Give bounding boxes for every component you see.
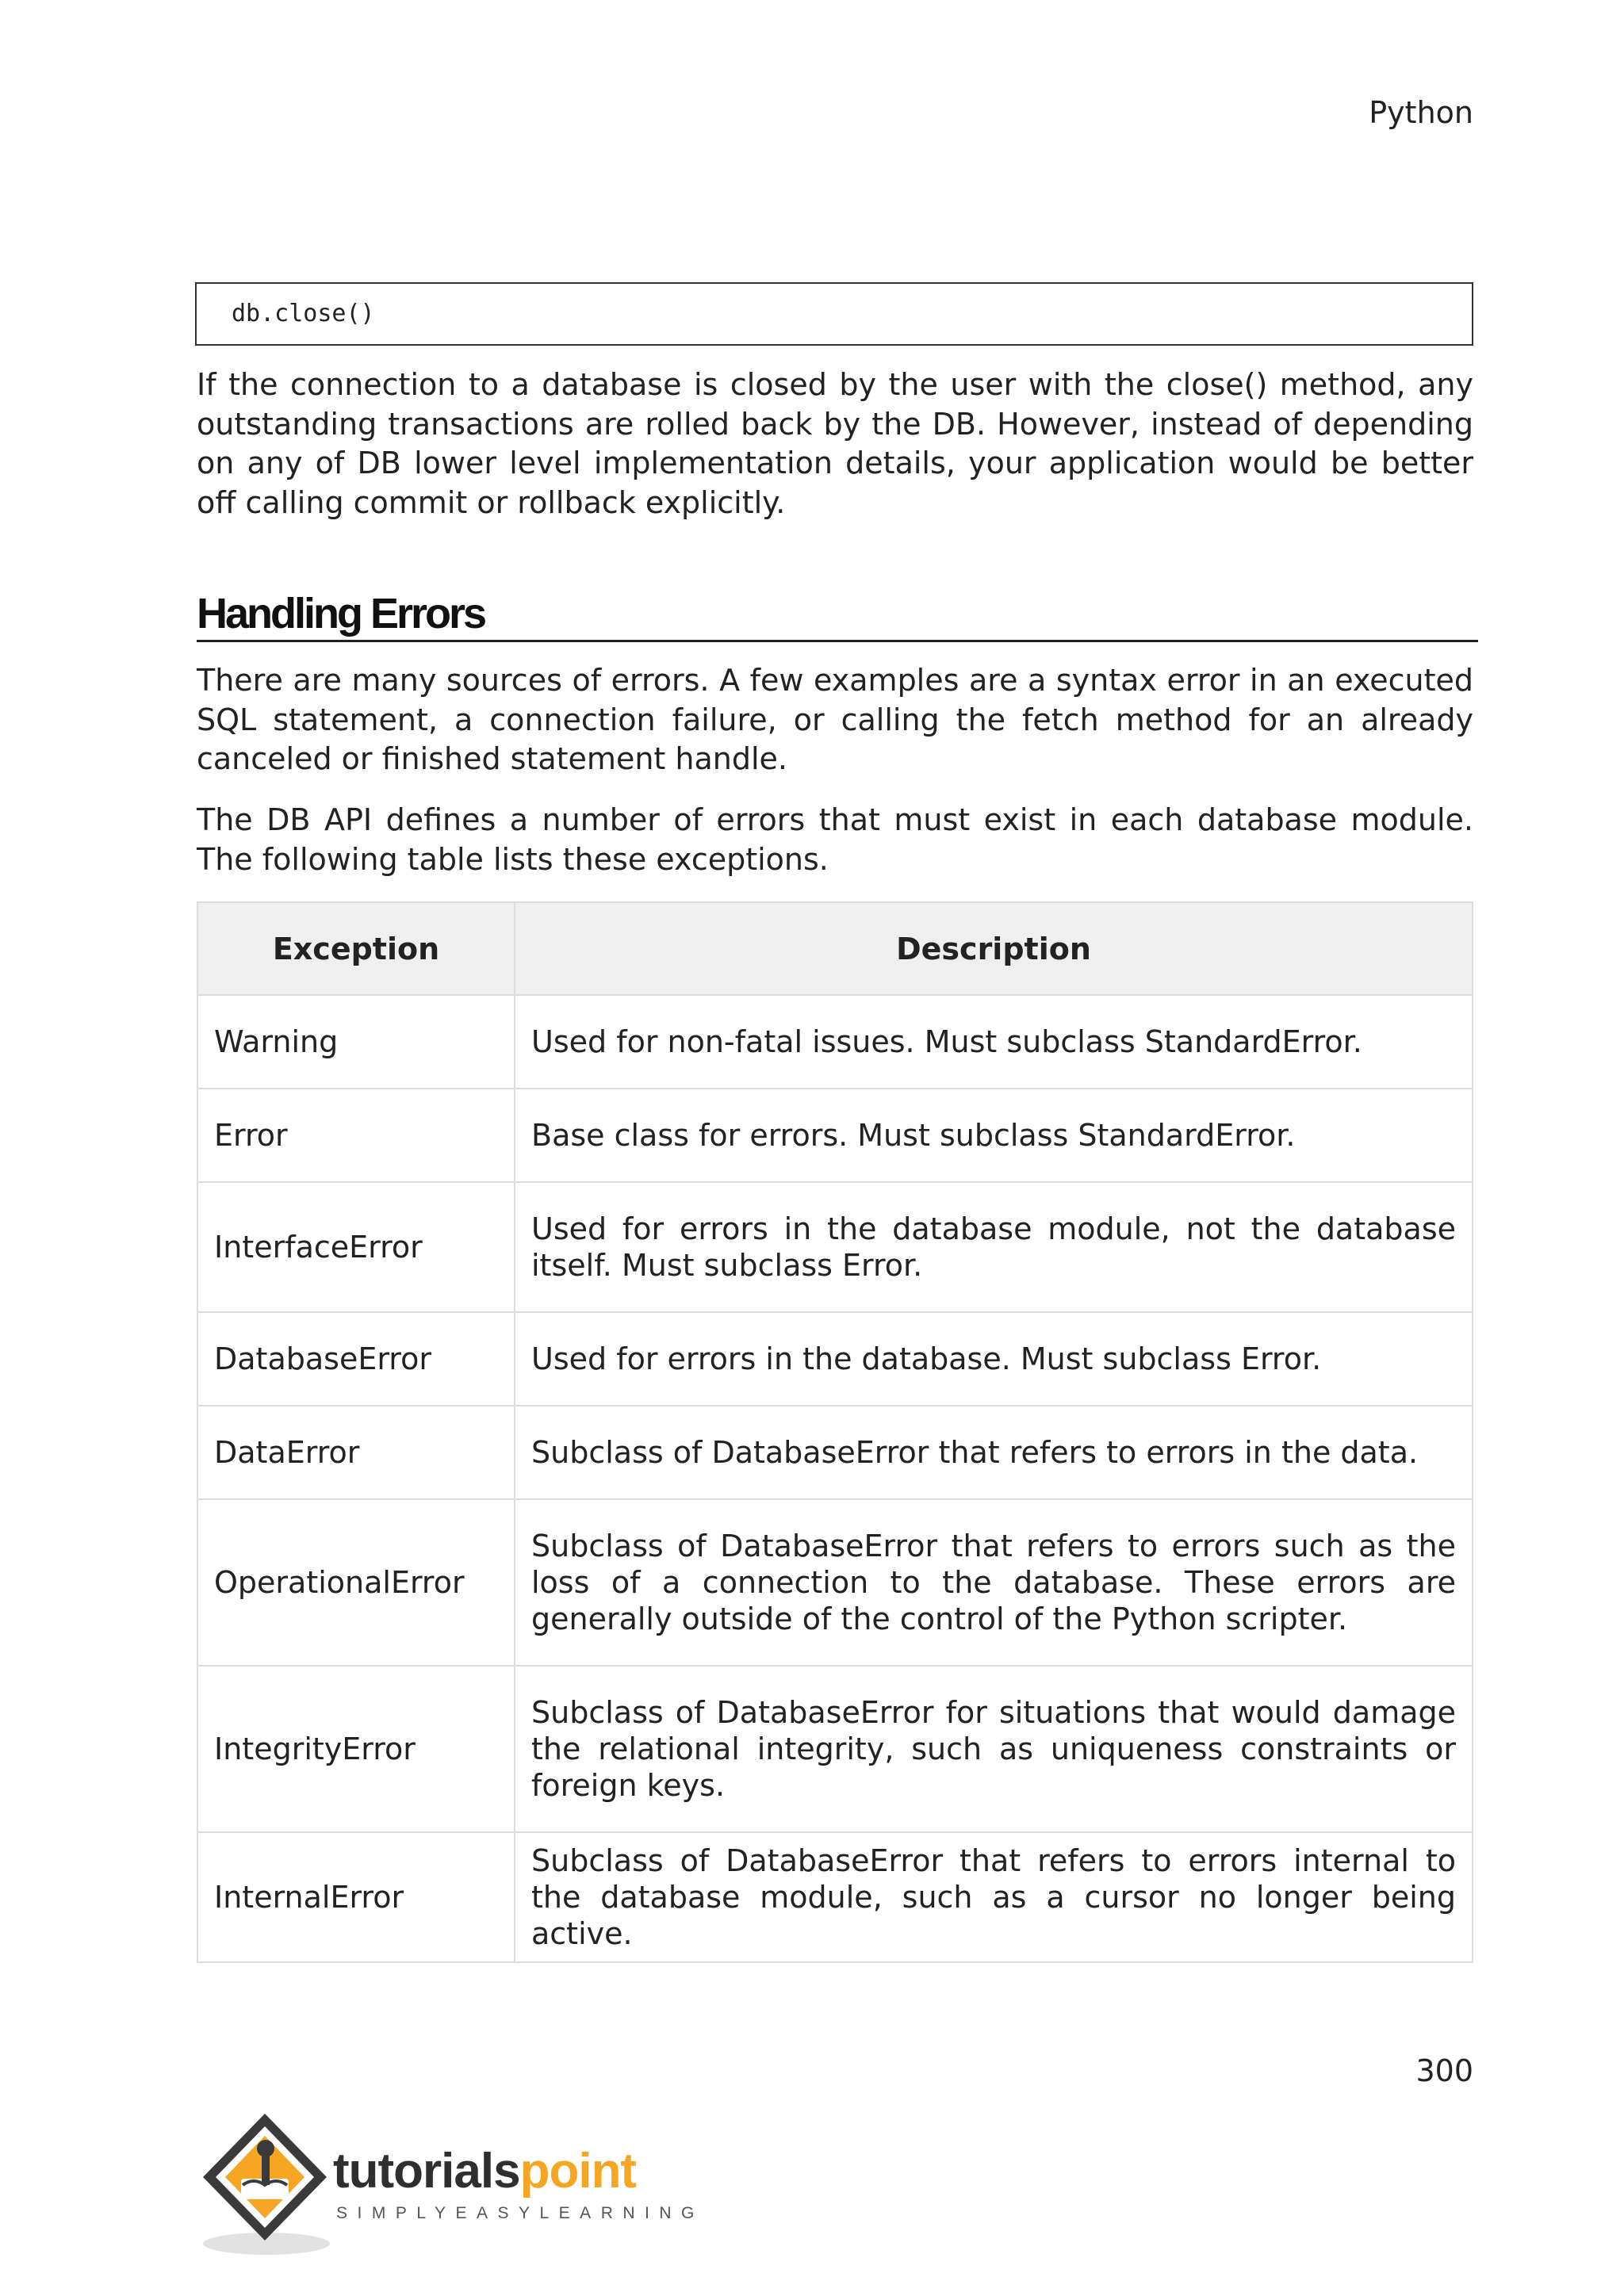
logo-word-point: point — [519, 2144, 637, 2198]
table-row — [197, 1832, 1473, 1962]
table-row — [197, 1089, 1473, 1182]
exception-description: Used for non-fatal issues. Must subclass StandardError. — [515, 995, 1473, 1089]
table-row — [197, 1182, 1473, 1312]
table-row — [197, 1312, 1473, 1406]
exception-name: DataError — [197, 1406, 515, 1499]
exception-description: Used for errors in the database module, not the database itself. Must subclass Error. — [515, 1182, 1473, 1312]
table-row — [197, 995, 1473, 1089]
logo-wordmark — [333, 2144, 636, 2199]
exception-name: DatabaseError — [197, 1312, 515, 1406]
exception-description: Subclass of DatabaseError that refers to errors internal to the database module, such as a cursor no longer being active. — [515, 1832, 1473, 1962]
exception-name: Warning — [197, 995, 515, 1089]
exception-name: Error — [197, 1089, 515, 1182]
exception-description: Subclass of DatabaseError that refers to errors such as the loss of a connection to the database. These errors are generally outside of the control of the Python scripter. — [515, 1499, 1473, 1666]
column-header-description: Description — [515, 902, 1473, 995]
errors-intro-paragraph: There are many sources of errors. A few examples are a syntax error in an executed SQL statement, a connection failure, or calling the fetch method for an already canceled or finished statement handle. — [197, 663, 1473, 776]
table-row — [197, 1406, 1473, 1499]
logo-tagline: SIMPLYEASYLEARNING — [336, 2204, 704, 2222]
running-header: Python — [1369, 95, 1473, 130]
table-row — [197, 1666, 1473, 1832]
exception-name: IntegrityError — [197, 1666, 515, 1832]
exception-description: Used for errors in the database. Must subclass Error. — [515, 1312, 1473, 1406]
exception-description: Subclass of DatabaseError for situations that would damage the relational integrity, such as uniqueness constraints or foreign keys. — [515, 1666, 1473, 1832]
exceptions-table — [197, 901, 1473, 1963]
column-header-exception: Exception — [197, 902, 515, 995]
exception-name: OperationalError — [197, 1499, 515, 1666]
db-api-intro-paragraph: The DB API defines a number of errors that must exist in each database module. The following table lists these exceptions. — [197, 802, 1473, 877]
logo-word-tutorials: tutorials — [333, 2144, 520, 2198]
table-header-row — [197, 902, 1473, 995]
page-number: 300 — [1415, 2053, 1473, 2088]
exception-name: InternalError — [197, 1832, 515, 1962]
code-text: db.close() — [232, 300, 375, 327]
code-block — [195, 282, 1473, 346]
exception-description: Subclass of DatabaseError that refers to errors in the data. — [515, 1406, 1473, 1499]
tutorialspoint-logo — [193, 2109, 704, 2260]
table-row — [197, 1499, 1473, 1666]
exception-name: InterfaceError — [197, 1182, 515, 1312]
exception-description: Base class for errors. Must subclass StandardError. — [515, 1089, 1473, 1182]
logo-emblem-icon — [193, 2109, 336, 2260]
close-explanation-paragraph: If the connection to a database is closed by the user with the close() method, any outstanding transactions are rolled back by the DB. However, instead of depending on any of DB lower level implementation details, your application would be better off calling commit or rollback explicitly. — [197, 367, 1473, 520]
section-heading: Handling Errors — [197, 585, 1478, 642]
